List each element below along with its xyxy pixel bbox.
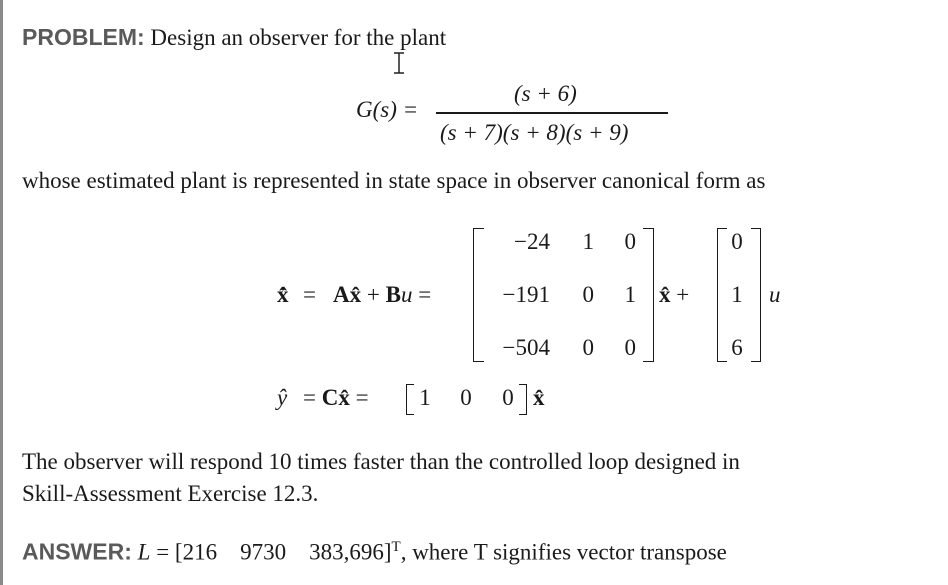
observer-text-line-1: The observer will respond 10 times faster than the controlled loop designed in bbox=[22, 449, 740, 474]
answer-value: 9730 bbox=[240, 539, 287, 565]
vector-c-cell: 0 bbox=[460, 385, 472, 410]
equals-sign: = bbox=[303, 385, 316, 410]
answer-l-symbol: L bbox=[137, 539, 151, 565]
x-hat-symbol: x̂ bbox=[533, 385, 545, 410]
matrix-a-cell: 1 bbox=[582, 229, 594, 254]
x-hat-symbol: x̂ bbox=[659, 282, 671, 307]
matrix-a-cell: −24 bbox=[514, 229, 550, 254]
matrix-a-symbol: A bbox=[333, 282, 350, 307]
vector-b-cell: 0 bbox=[731, 229, 743, 254]
vector-c-cell: 1 bbox=[419, 385, 431, 410]
equals-sign: = bbox=[418, 282, 432, 307]
transfer-function-denominator: (s + 7)(s + 8)(s + 9) bbox=[440, 120, 629, 145]
vector-b-cell: 1 bbox=[731, 282, 743, 307]
x-hat-dot: x̂̇ bbox=[277, 282, 289, 307]
answer-line bbox=[22, 538, 727, 566]
answer-value: 216 bbox=[182, 539, 218, 565]
plus-sign: + bbox=[366, 282, 380, 307]
matrix-b-symbol: B bbox=[385, 282, 401, 307]
x-hat-symbol: x̂ bbox=[338, 385, 350, 410]
vector-b-cell: 6 bbox=[731, 335, 743, 360]
vector-c-right-bracket bbox=[519, 384, 527, 415]
observer-text-line-2: Skill-Assessment Exercise 12.3. bbox=[22, 481, 319, 506]
matrix-a-cell: 1 bbox=[624, 282, 636, 307]
answer-label: ANSWER: bbox=[22, 538, 132, 565]
matrix-c-symbol: C bbox=[321, 385, 339, 410]
transfer-function-numerator: (s + 6) bbox=[514, 81, 577, 106]
answer-open-bracket: [ bbox=[174, 539, 183, 565]
equals-sign: = bbox=[156, 539, 170, 565]
answer-value: 383,696 bbox=[309, 539, 384, 565]
equals-sign: = bbox=[355, 385, 369, 410]
matrix-a-cell: 0 bbox=[582, 282, 594, 307]
description-text: whose estimated plant is represented in state space in observer canonical form as bbox=[22, 168, 766, 193]
left-border bbox=[0, 0, 3, 585]
answer-suffix: , where T signifies vector transpose bbox=[400, 539, 727, 565]
matrix-a-cell: −504 bbox=[502, 335, 550, 360]
matrix-a-cell: 0 bbox=[624, 229, 636, 254]
text-cursor-icon bbox=[392, 52, 406, 74]
input-u-symbol: u bbox=[400, 282, 413, 307]
matrix-a-cell: 0 bbox=[624, 335, 636, 360]
equals-sign: = bbox=[303, 282, 316, 307]
answer-close-bracket: ] bbox=[383, 539, 392, 565]
transfer-function-lhs: G(s) = bbox=[356, 97, 419, 122]
vector-c-cell: 0 bbox=[502, 385, 514, 410]
matrix-a-right-bracket bbox=[643, 228, 654, 362]
y-hat-symbol: ŷ bbox=[277, 385, 288, 410]
problem-label: PROBLEM: bbox=[22, 24, 145, 50]
matrix-a-cell: −191 bbox=[502, 282, 550, 307]
matrix-a-cell: 0 bbox=[582, 335, 594, 360]
vector-b-right-bracket bbox=[751, 228, 761, 362]
transpose-superscript: T bbox=[391, 539, 401, 555]
x-hat-symbol: x̂ bbox=[349, 282, 362, 307]
fraction-bar bbox=[436, 112, 668, 114]
input-u-symbol: u bbox=[769, 282, 781, 307]
plus-sign: + bbox=[676, 282, 690, 307]
problem-text: Design an observer for the plant bbox=[150, 25, 447, 50]
vector-c-left-bracket bbox=[406, 384, 414, 415]
problem-line bbox=[22, 24, 446, 52]
